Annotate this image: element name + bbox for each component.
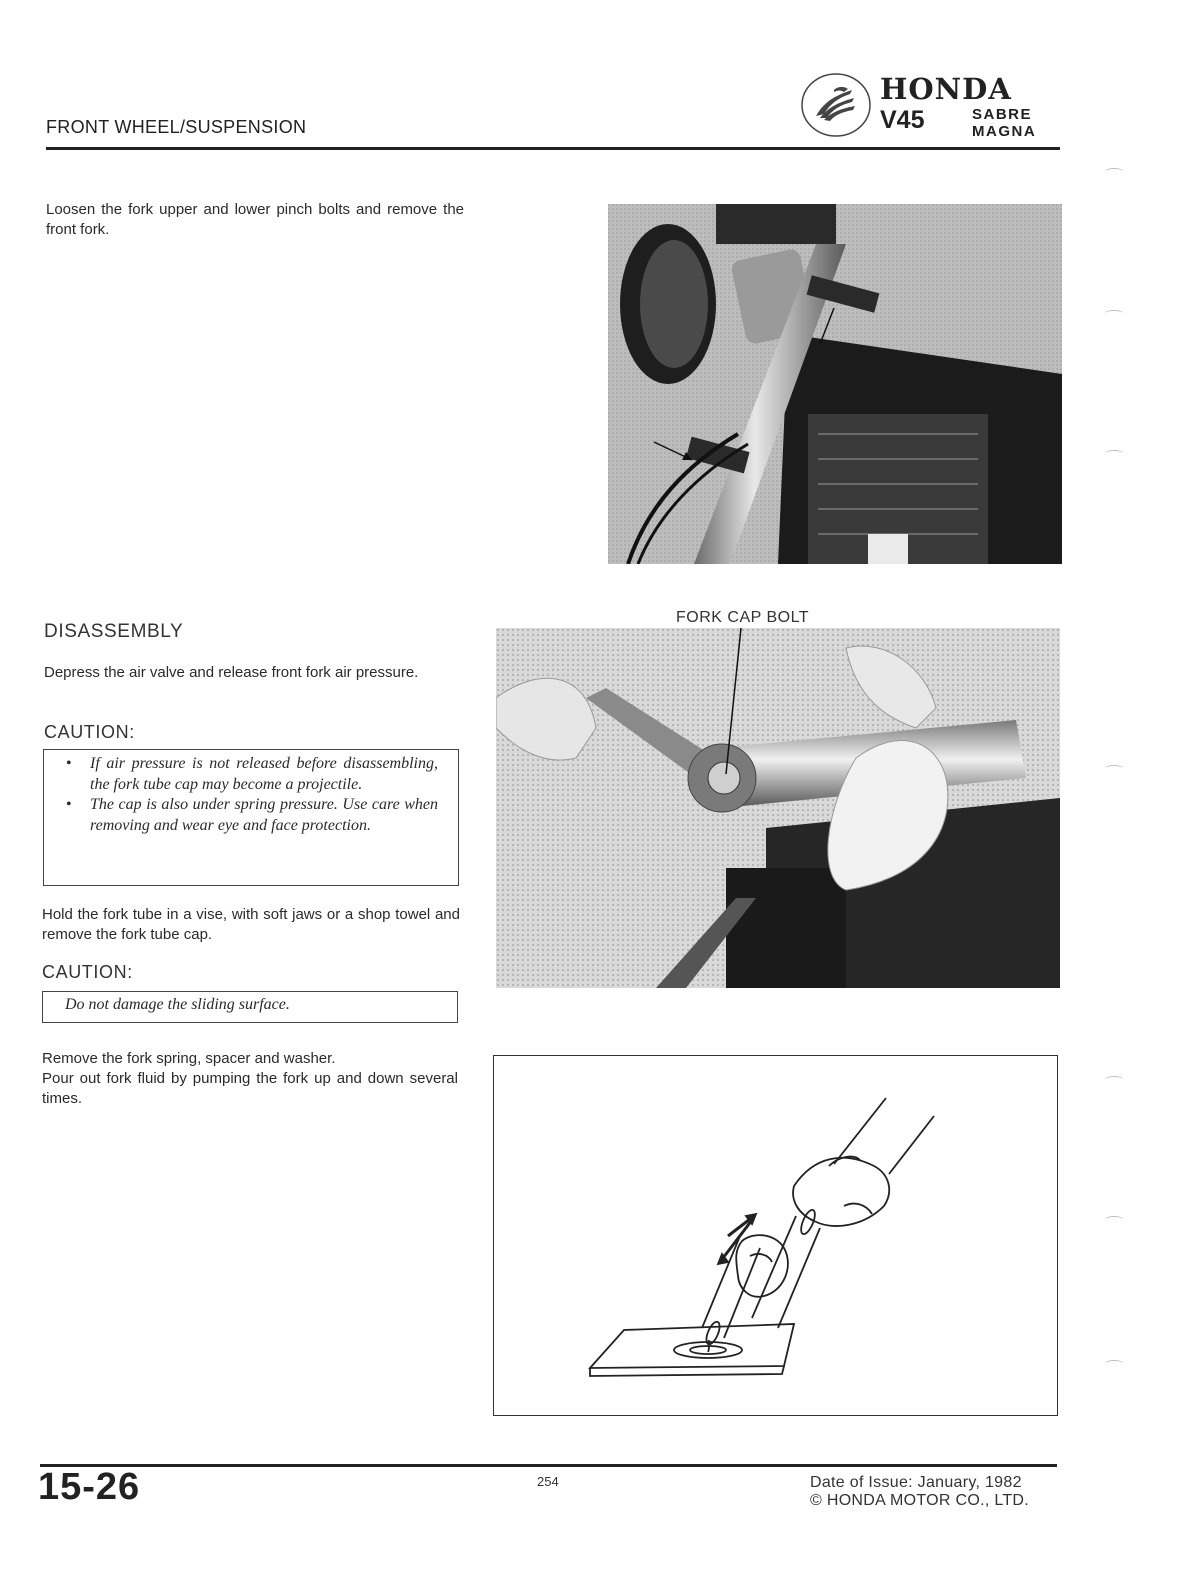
step-release-air-pressure: Depress the air valve and release front fork air pressure. xyxy=(44,664,419,681)
sheet-number: 254 xyxy=(537,1474,559,1489)
footer-rule xyxy=(40,1464,1057,1467)
binder-mark xyxy=(1105,1360,1123,1367)
bullet-icon: • xyxy=(66,755,72,772)
photo-fork-pinch-bolts xyxy=(608,204,1062,564)
photo-fork-cap-bolt xyxy=(496,628,1060,988)
step-remove-spring-text: Remove the fork spring, spacer and washer. xyxy=(42,1050,336,1067)
model-name: V45 xyxy=(880,106,925,134)
binder-mark xyxy=(1105,765,1123,772)
header-rule xyxy=(46,147,1060,150)
step-hold-fork-tube: Hold the fork tube in a vise, with soft jaws or a shop towel and remove the fork tube cap. xyxy=(42,906,460,943)
step-remove-front-fork: Loosen the fork upper and lower pinch bolts and remove the front fork. xyxy=(46,201,464,238)
binder-mark xyxy=(1105,1216,1123,1223)
caution-item xyxy=(64,795,438,836)
step-remove-spring xyxy=(42,1049,458,1109)
model-variant-magna: MAGNA xyxy=(972,123,1037,140)
page-number: 15-26 xyxy=(38,1466,141,1508)
caution-item xyxy=(64,754,438,795)
bullet-icon: • xyxy=(66,796,72,813)
caution-box xyxy=(43,749,459,886)
caution-item-text: The cap is also under spring pressure. Use care when removing and wear eye and face protection. xyxy=(90,796,438,834)
caution-box-2 xyxy=(42,991,458,1023)
honda-wing-logo xyxy=(800,72,872,138)
diagram-pour-fork-fluid xyxy=(493,1055,1058,1416)
fork-cap-bolt-label: FORK CAP BOLT xyxy=(676,609,810,626)
issue-date: Date of Issue: January, 1982 xyxy=(810,1474,1022,1491)
model-variant-sabre: SABRE xyxy=(972,106,1033,123)
step-pour-fluid-text: Pour out fork fluid by pumping the fork up and down several times. xyxy=(42,1070,458,1107)
binder-mark xyxy=(1105,1076,1123,1083)
caution-heading-2: CAUTION: xyxy=(42,962,133,982)
caution-heading: CAUTION: xyxy=(44,722,135,742)
brand-name: HONDA xyxy=(880,72,1012,106)
binder-mark xyxy=(1105,310,1123,317)
disassembly-heading: DISASSEMBLY xyxy=(44,621,184,642)
copyright: © HONDA MOTOR CO., LTD. xyxy=(810,1492,1030,1509)
caution-item-text: If air pressure is not released before disassembling, the fork tube cap may become a projectile. xyxy=(90,755,438,793)
section-title: FRONT WHEEL/SUSPENSION xyxy=(46,117,307,137)
caution-text: Do not damage the sliding surface. xyxy=(65,996,290,1013)
binder-mark xyxy=(1105,450,1123,457)
binder-mark xyxy=(1105,168,1123,175)
